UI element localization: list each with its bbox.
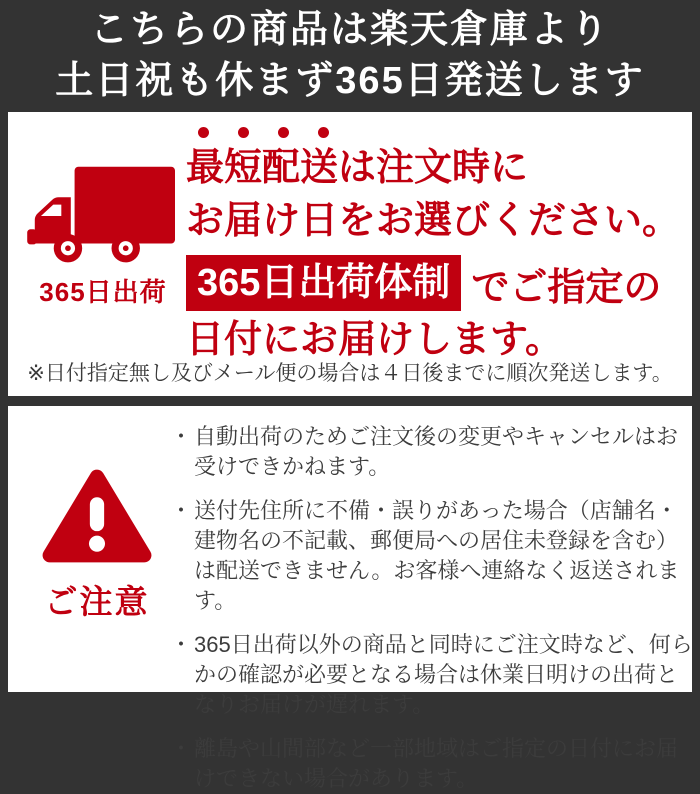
bullet-text: 自動出荷のためご注文後の変更やキャンセルはお受けできかねます。 [194,424,679,479]
warning-icon [34,464,160,568]
emphasis-dot [318,127,329,138]
shipping-panel [8,112,692,396]
caution-column [34,464,160,623]
caution-panel [8,406,693,791]
bullet-text: 365日出荷以外の商品と同時にご注文時など、何らかの確認が必要となる場合は休業日明けの出荷となりお届けが遅れます。 [194,632,693,717]
emphasis-dots [198,127,680,139]
caution-bullet-list [170,422,694,794]
emphasis-dot [278,127,289,138]
truck-column [22,162,184,309]
list-item [170,422,694,482]
header-line-1: こちらの商品は楽天倉庫より [89,9,610,51]
header-line-2: 土日祝も休まず365日発送します [55,60,645,102]
highlight-badge: 365日出荷体制 [186,255,461,311]
shipping-highlight-line [186,255,680,311]
shipping-note: ※日付指定無し及びメール便の場合は４日後までに順次発送します。 [27,362,673,385]
shipping-headline-2: お届け日をお選びください。 [186,200,681,242]
list-item [170,496,694,616]
highlight-suffix: でご指定の [471,266,662,309]
shipping-headline-3: 日付にお届けします。 [186,319,563,361]
list-item [170,630,694,720]
bullet-text: 離島や山間部など一部地域はご指定の日付にお届けできない場合があります。 [194,736,679,791]
truck-label: 365日出荷 [39,277,167,307]
bullet-marker: ・ [170,424,193,449]
bullet-marker: ・ [170,498,193,523]
emphasis-dot [238,127,249,138]
shipping-message [186,124,680,367]
caution-label: ご注意 [44,583,150,620]
truck-icon [22,162,184,270]
shipping-headline-1: 最短配送は注文時に [186,147,529,189]
bullet-marker: ・ [170,736,193,761]
bullet-marker: ・ [170,632,193,657]
emphasis-dot [198,127,209,138]
list-item [170,734,694,794]
bullet-text: 送付先住所に不備・誤りがあった場合（店舗名・建物名の不記載、郵便局への居住未登録を含む）は配送できません。お客様へ連絡なく返送されます。 [194,498,680,613]
header-banner [0,0,700,112]
